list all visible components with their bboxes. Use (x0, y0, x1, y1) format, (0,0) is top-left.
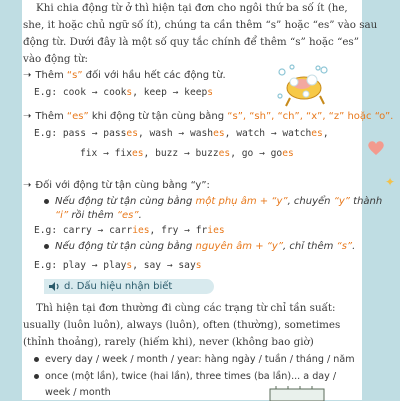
arrow-icon: ➝ (23, 180, 32, 191)
rule-2-example-2: fix → fixes, buzz → buzzes, go → goes (80, 148, 294, 159)
signals-line-3: (thỉnh thoảng), rarely (hiếm khi), never (không bao giờ) (23, 336, 314, 348)
rule-2-example-1: E.g: pass → passes, wash → washes, watch → watches, (34, 128, 329, 139)
sparkle-icon: ✦ (385, 175, 396, 189)
rule-3: ➝ Đối với động từ tận cùng bằng “y”: (23, 180, 210, 191)
rule-3-example-1: E.g: carry → carries, fry → fries (34, 225, 225, 236)
signals-bullet-2-line-2: week / month (45, 387, 111, 398)
signals-bullet-2: once (một lần), twice (hai lần), three times (ba lần)... a day / (34, 369, 336, 385)
bullet-icon (44, 244, 49, 249)
section-d-header (44, 279, 214, 294)
intro-line-4: vào động từ: (23, 53, 88, 65)
rule-1-example: E.g: cook → cooks, keep → keeps (34, 87, 214, 98)
washing-hands-illustration (272, 62, 334, 108)
rule-2: ➝ Thêm “es” khi động từ tận cùng bằng “s”, “sh”, “ch”, “x”, “z” hoặc “o”. (23, 111, 394, 122)
rule-3-sub-2: Nếu động từ tận cùng bằng nguyên âm + “y”, chỉ thêm “s”. (44, 239, 355, 255)
calendar-illustration (268, 386, 328, 400)
heart-icon (367, 140, 385, 156)
signals-bullet-1: every day / week / month / year: hàng ngày / tuần / tháng / năm (34, 352, 355, 368)
signals-line-2: usually (luôn luôn), always (luôn), often (thường), sometimes (23, 319, 341, 331)
arrow-icon: ➝ (23, 70, 32, 81)
rule-3-sub-1: Nếu động từ tận cùng bằng một phụ âm + “y”, chuyển “y” thành (44, 194, 382, 210)
rule-1: ➝ Thêm “s” đối với hầu hết các động từ. (23, 70, 226, 81)
rule-3-sub-1-line-2: “i” rồi thêm “es”. (55, 210, 142, 221)
intro-line-1: Khi chia động từ ở thì hiện tại đơn cho ngôi thứ ba số ít (he, (36, 2, 348, 14)
bullet-icon (34, 357, 39, 362)
bullet-icon (34, 374, 39, 379)
signals-line-1: Thì hiện tại đơn thường đi cùng các trạng từ chỉ tần suất: (36, 302, 336, 314)
rule-3-example-2: E.g: play → plays, say → says (34, 260, 202, 271)
bullet-icon (44, 199, 49, 204)
intro-line-3: động từ. Dưới đây là một số quy tắc chính để thêm “s” hoặc “es” (23, 36, 359, 48)
intro-line-2: she, it hoặc chủ ngữ số ít), chúng ta cần thêm “s” hoặc “es” vào sau (23, 19, 378, 31)
section-d-title: d. Dấu hiệu nhận biết (64, 281, 173, 292)
speaker-icon[interactable] (48, 281, 60, 292)
arrow-icon: ➝ (23, 111, 32, 122)
textbook-page (22, 0, 394, 400)
